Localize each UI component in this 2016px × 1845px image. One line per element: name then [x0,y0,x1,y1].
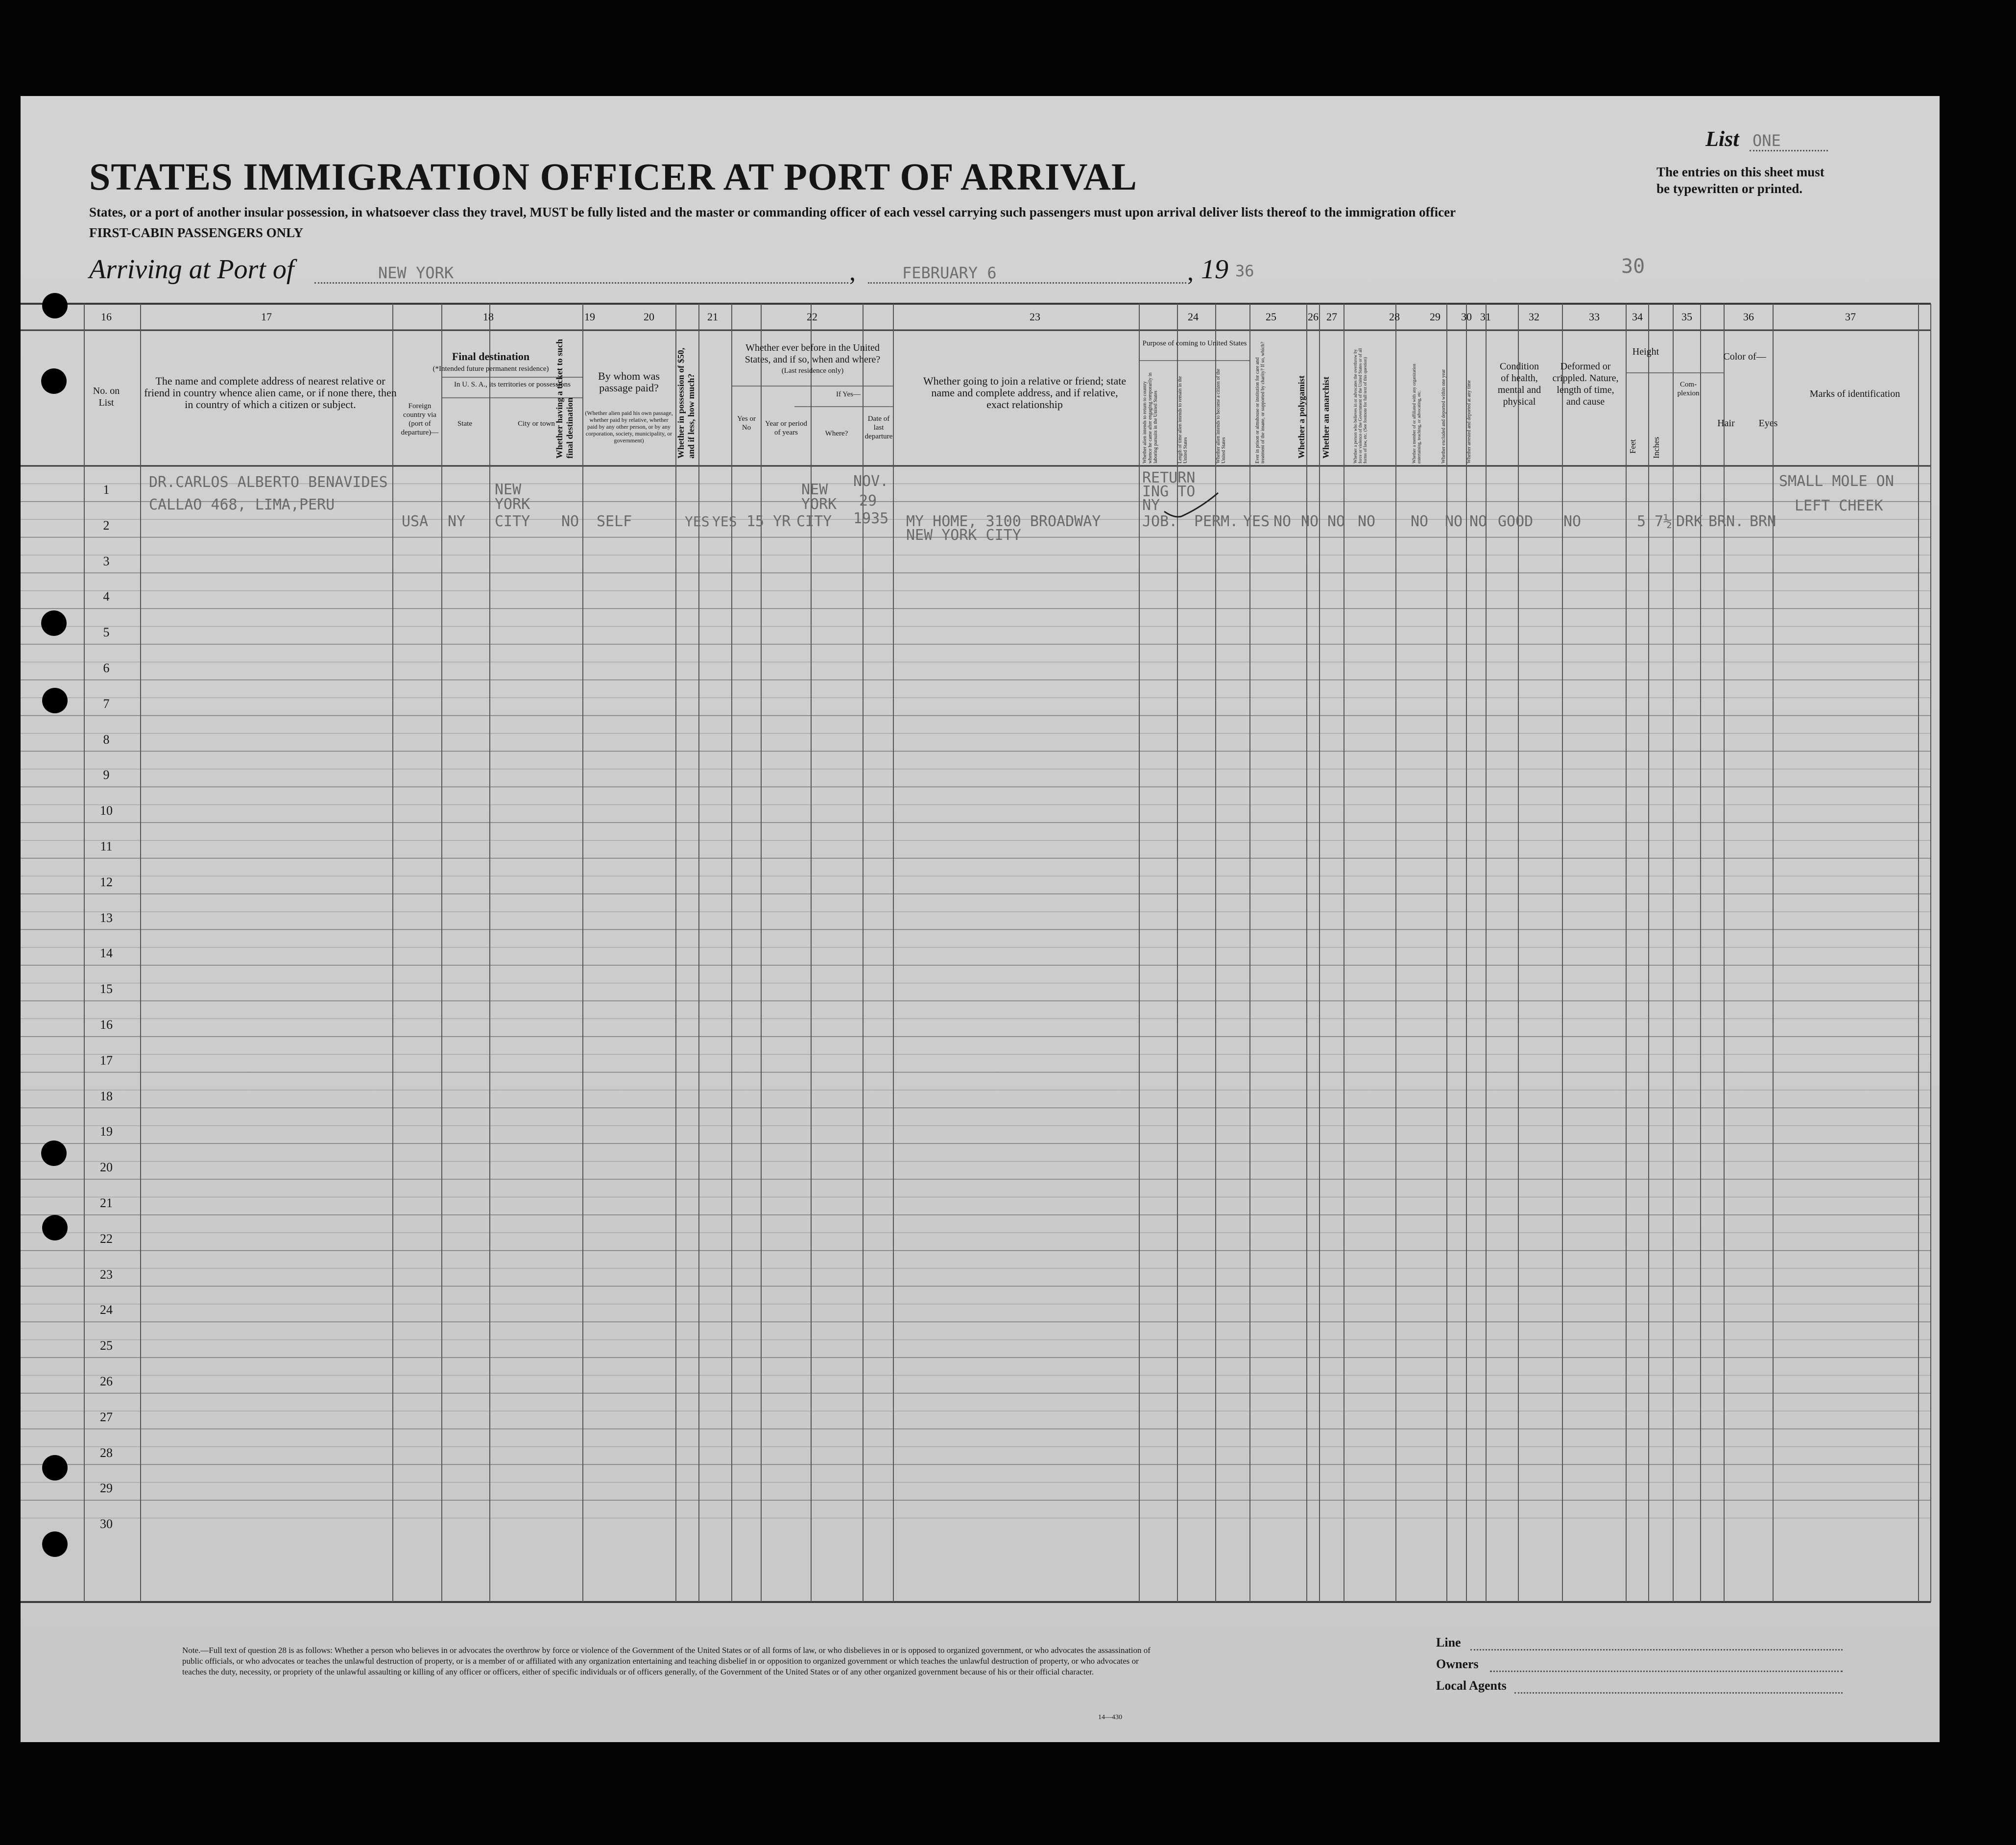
column-number: 31 [1480,311,1491,323]
entry-health: GOOD [1498,513,1534,530]
column-number: 17 [261,311,272,323]
row-number: 27 [100,1409,113,1424]
header-inches: Inches [1652,437,1661,459]
entry-purpose-3: NY [1142,497,1160,514]
header-q28: Whether a person who believes in or advocates the overthrow by force or violence of the Government of the United States or of all forms of law, etc. (See footnote for full text of this question) [1353,348,1368,463]
row-number: 11 [100,839,113,853]
entry-date-1: NOV. [853,473,889,490]
row-number: 22 [100,1231,113,1246]
column-number: 28 [1389,311,1400,323]
header-health: Condition of health, mental and physical [1497,361,1541,407]
row-number: 30 [100,1517,113,1531]
entry-ever-before: YES [712,513,737,530]
header-relative: The name and complete address of nearest relative or friend in country whence alien came, or if none there, then in country of which a citizen or subject. [144,375,397,411]
row-number: 14 [100,946,113,961]
header-date-departure: Date of last departure [864,415,893,440]
header-q29: Whether a member of or affiliated with any organization entertaining, teaching, or advocating, etc. [1412,364,1421,463]
column-number: 21 [707,311,718,323]
header-purpose-c: Whether alien intends to become a citizen of the United States [1216,368,1226,463]
header-feet: Feet [1628,439,1637,454]
header-marks: Marks of identification [1809,388,1900,399]
entry-purpose-2: ING TO [1142,483,1196,500]
footer-line-underline [1470,1649,1843,1651]
instructions-2: be typewritten or printed. [1656,181,1802,196]
date-value: FEBRUARY 6 [902,264,997,282]
row-number: 29 [100,1481,113,1496]
row-number: 6 [103,661,110,675]
entry-city-1: NEW [495,481,522,498]
entry-where-2: YORK [801,496,837,513]
header-color: Color of— [1723,351,1766,362]
entry-where-1: NEW [801,481,828,498]
column-number: 20 [644,311,654,323]
column-number: 19 [584,311,595,323]
column-number: 36 [1743,311,1754,323]
entry-date-3: 1935 [853,510,889,527]
entry-purpose-4: JOB. [1142,513,1178,530]
header-where: Where? [825,430,848,437]
entry-length: PERM. [1194,513,1239,530]
binder-hole [41,368,67,394]
entry-relative-address: CALLAO 468, LIMA,PERU [149,496,335,513]
binder-hole [42,1215,68,1240]
header-no-on-list: No. on List [93,386,120,408]
entry-polygamist: NO [1301,513,1319,530]
row-number: 4 [103,589,110,604]
row-number: 10 [100,803,113,818]
header-ever-before: Whether ever before in the United States, and if so, when and where? [744,342,881,365]
column-number: 34 [1632,311,1643,323]
entry-eyes: BRN [1750,513,1776,530]
entry-city-2: YORK [495,496,530,513]
binder-hole [41,610,67,636]
port-value: NEW YORK [378,264,454,282]
row-number: 16 [100,1018,113,1032]
class-line: FIRST-CABIN PASSENGERS ONLY [89,225,304,240]
header-usa: In U. S. A., its territories or possessions [454,381,571,388]
entry-prison: NO [1273,513,1292,530]
form-number: 14—430 [1098,1714,1122,1721]
header-q30: Whether excluded and deported within one year [1441,369,1446,463]
row-number: 25 [100,1338,113,1353]
arriving-label: Arriving at Port of [89,254,294,285]
entry-q31: NO [1469,513,1488,530]
column-number: 35 [1681,311,1692,323]
row-number: 7 [103,696,110,711]
entry-ticket: NO [561,513,579,530]
entry-q30: NO [1445,513,1463,530]
entry-date-2: 29 [859,492,877,510]
footnote-text: Note.—Full text of question 28 is as follows: Whether a person who believes in or advocates the overthrow by force or violence of the Government of the United States or of all forms of law, or who disbelieves in or is opposed to organized government, or who advocates the assassination of public officials, or who advocates or teaches the unlawful destruction of property, or is a member of or affiliated with any organization entertaining and teaching disbelief in or opposition to organized government or which teaches the unlawful destruction of property, or who advocates or teaches the duty, necessity, or propriety of the unlawful assaulting or killing of any officer or officers, either of specific individuals or of officers generally, of the Government of the United States or of any other organized government because of his or their official character. [182,1646,1151,1676]
year-prefix: 19 [1201,254,1228,285]
column-number: 25 [1266,311,1276,323]
row-number: 21 [100,1196,113,1210]
entry-joining-2: NEW YORK CITY [906,527,1021,544]
header-height: Height [1632,346,1659,357]
header-joining: Whether going to join a relative or friend; state name and complete address, and if relative, exact relationship [923,375,1127,411]
footer-agents-label: Local Agents [1436,1678,1507,1693]
comma-2: , [1187,258,1194,286]
footer-owners-label: Owners [1436,1657,1479,1671]
entry-complexion: DRK [1676,513,1703,530]
footnote [182,1645,1162,1677]
binder-hole [42,1531,68,1557]
header-purpose-b: Length of time alien intends to remain in the United States [1177,376,1188,463]
entry-purpose-1: RETURN [1142,469,1196,486]
entry-joining-1: MY HOME, 3100 BROADWAY [906,513,1101,530]
entry-foreign-country: USA [402,513,429,530]
header-last-residence: (Last residence only) [781,367,844,375]
form-title: STATES IMMIGRATION OFFICER AT PORT OF ARRIVAL [89,155,1137,198]
row-number: 9 [103,768,110,782]
sheet-number: 30 [1621,255,1645,278]
column-number: 37 [1845,311,1856,323]
row-number: 26 [100,1374,113,1388]
column-number: 26 [1308,311,1319,323]
header-fifty-dollars: Whether in possession of $50, and if less, how much? [676,347,696,459]
column-number: 18 [483,311,494,323]
binder-hole [42,293,68,318]
entry-where-3: CITY [796,513,832,530]
header-passage-paid: By whom was passage paid? [598,370,660,394]
binder-hole [41,1141,67,1166]
row-number: 13 [100,910,113,925]
binder-hole [42,1455,68,1481]
entry-deformed: NO [1563,513,1582,530]
footer-owners-underline [1490,1671,1843,1672]
entry-relative-name: DR.CARLOS ALBERTO BENAVIDES [149,474,388,491]
form-subtitle: States, or a port of another insular possession, in whatsoever class they travel, MUST be fully listed and the master or commanding officer of each vessel carrying such passengers must upon arrival deliver lists thereof to the immigration officer [89,205,1456,219]
header-if-yes: If Yes— [836,390,861,398]
comma-1: , [849,258,856,286]
header-purpose-a: Whether alien intends to return to country whence he came after engaging temporarily in laboring pursuits in the United States [1142,372,1158,463]
column-number: 33 [1589,311,1600,323]
column-number: 16 [101,311,112,323]
entry-marks-2: LEFT CHEEK [1795,497,1883,514]
header-q31: Whether arrested and deported at any time [1466,380,1472,463]
row-number: 12 [100,874,113,889]
row-number: 3 [103,554,110,568]
header-final-destination: Final destination [452,350,530,363]
row-number: 19 [100,1124,113,1139]
row-number: 23 [100,1267,113,1282]
entry-city-3: CITY [495,513,530,530]
header-years: Year or period of years [765,420,807,437]
entry-q28: NO [1358,513,1376,530]
header-anarchist: Whether an anarchist [1321,376,1331,459]
header-deformed: Deformed or crippled. Nature, length of time, and cause [1552,361,1619,407]
footer-agents-underline [1514,1692,1843,1694]
entry-fifty-dollars: YES [685,513,710,530]
header-city: City or town [518,420,555,428]
binder-hole [42,688,68,713]
row-number: 15 [100,982,113,996]
instructions-1: The entries on this sheet must [1656,165,1824,179]
row-number: 5 [103,625,110,640]
entry-state: NY [448,513,466,530]
list-label: List [1705,127,1739,151]
entry-anarchist: NO [1327,513,1345,530]
header-complexion: Com-plexion [1677,381,1700,397]
entry-q29: NO [1411,513,1429,530]
column-number: 29 [1430,311,1440,323]
column-number: 22 [807,311,817,323]
list-value: ONE [1752,131,1781,150]
row-number: 17 [100,1053,113,1068]
header-hair: Hair [1717,418,1735,429]
row-number: 1 [103,483,110,497]
header-state: State [457,420,472,428]
header-passage-paid-note: (Whether alien paid his own passage, whether paid by relative, whether paid by any other person, or by any corporation, society, municipality, or government) [585,410,673,444]
column-number: 24 [1188,311,1199,323]
entry-citizen: YES [1243,513,1270,530]
entry-passage-paid: SELF [597,513,632,530]
row-number: 20 [100,1160,113,1175]
column-number: 32 [1529,311,1539,323]
manifest-sheet [21,96,1940,1742]
header-purpose: Purpose of coming to United States [1142,340,1247,347]
header-final-destination-note: (*Intended future permanent residence) [432,365,549,373]
footer-line-label: Line [1436,1635,1461,1650]
column-number: 23 [1030,311,1040,323]
entry-hair: BRN. [1708,513,1744,530]
column-number: 30 [1461,311,1472,323]
header-yes-no: Yes or No [737,415,756,432]
header-eyes: Eyes [1758,418,1778,429]
column-number: 27 [1326,311,1337,323]
header-ticket: Whether having a ticket to such final destination [554,339,575,459]
entry-marks-1: SMALL MOLE ON [1779,473,1894,490]
row-number: 8 [103,732,110,747]
header-foreign-country: Foreign country via (port of departure)— [401,402,439,437]
row-number: 2 [103,518,110,533]
header-prison: Ever in prison or almshouse or institution for care and treatment of the insane, or supported by charity? If so, which? [1255,341,1266,463]
entry-inches: 7½ [1655,513,1673,530]
year-suffix: 36 [1235,262,1254,280]
row-number: 24 [100,1303,113,1317]
row-number: 28 [100,1445,113,1460]
entry-years: 15 YR [746,513,791,530]
row-number: 18 [100,1089,113,1103]
table-grid [21,96,1940,1742]
header-polygamist: Whether a polygamist [1296,375,1306,459]
entry-feet: 5 [1637,513,1646,530]
